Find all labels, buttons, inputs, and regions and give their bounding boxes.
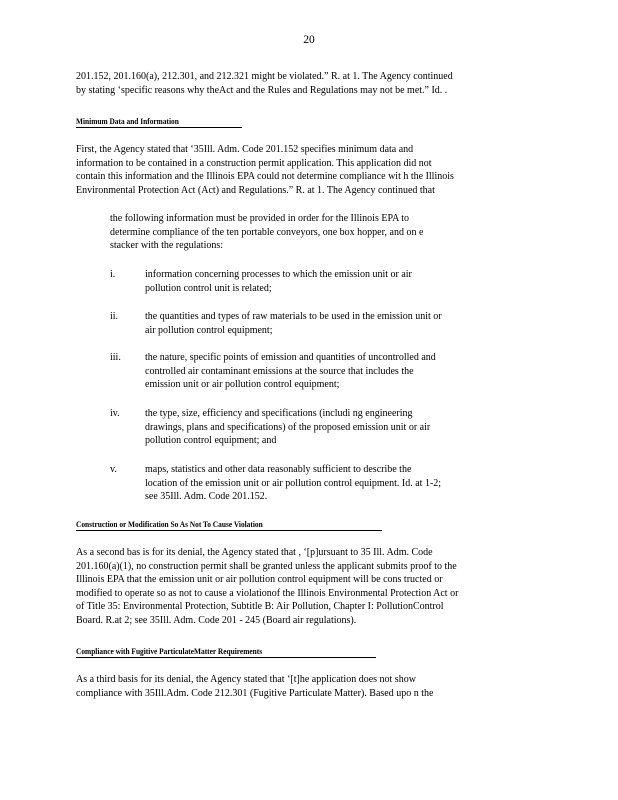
text-line: As a second bas is for its denial, the Agency stated that , ‘[p]ursuant to 35 Ill. Adm. Code (76, 547, 433, 558)
text-line: see 35Ill. Adm. Code 201.152. (145, 491, 268, 503)
page-number: 20 (303, 34, 315, 46)
text-line: Environmental Protection Act (Act) and Regulations.” R. at 1. The Agency continued that (76, 184, 435, 196)
text-line: pollution control unit is related; (145, 282, 272, 294)
heading-underline (76, 127, 242, 128)
heading-underline (76, 530, 382, 531)
section-heading-minimum-data: Minimum Data and Information (76, 116, 179, 126)
paragraph-5 (76, 673, 524, 700)
text-line: As a third basis for its denial, the Agency stated that ‘[t]he application does not show (76, 674, 416, 685)
text-line: stacker with the regulations: (110, 240, 224, 252)
text-line: emission unit or air pollution control equipment; (145, 379, 340, 391)
block-quote-intro (110, 212, 490, 253)
text-line: determine compliance of the ten portable conveyors, one box hopper, and on e (110, 226, 424, 238)
text-line: the quantities and types of raw materials to be used in the emission unit or (145, 311, 442, 322)
text-line: controlled air contaminant emissions at the source that includes the (145, 365, 414, 377)
text-line: of Title 35: Environmental Protection, Subtitle B: Air Pollution, Chapter I: PollutionControl (76, 601, 444, 613)
text-line: the following information must be provided in order for the Illinois EPA to (110, 213, 410, 224)
text-line: maps, statistics and other data reasonably sufficient to describe the (145, 464, 412, 475)
text-line: 201.160(a)(1), no construction permit shall be granted unless the applicant submits proof to the (76, 560, 457, 572)
text-line: Illinois EPA that the emission unit or air pollution control equipment will be cons tructed or (76, 574, 443, 586)
list-item-number: iv. (110, 408, 120, 419)
text-line: drawings, plans and specifications) of the proposed emission unit or air (145, 421, 431, 433)
paragraph-1 (76, 70, 524, 97)
text-line: compliance with 35Ill.Adm. Code 212.301 (Fugitive Particulate Matter). Based upo n the (76, 687, 434, 699)
text-line: the nature, specific points of emission and quantities of uncontrolled and (145, 352, 436, 363)
list-item-number: ii. (110, 311, 119, 322)
text-line: contain this information and the Illinois EPA could not determine compliance wit h the Illinois (76, 171, 454, 183)
paragraph-2 (76, 143, 524, 197)
text-line: modified to operate so as not to cause a violationof the Illinois Environmental Protection Act or (76, 587, 459, 599)
text-line: air pollution control equipment; (145, 324, 273, 336)
text-line: information concerning processes to which the emission unit or air (145, 269, 412, 280)
text-line: pollution control equipment; and (145, 435, 277, 447)
list-item-number: i. (110, 269, 116, 280)
paragraph-4 (76, 546, 528, 628)
text-line: Board. R.at 2; see 35Ill. Adm. Code 201 - 245 (Board air regulations). (76, 614, 357, 626)
section-heading-construction-modification: Construction or Modification So As Not To Cause Violation (76, 519, 263, 529)
text-line: the type, size, efficiency and specifications (includi ng engineering (145, 408, 413, 419)
list-item-number: iii. (110, 352, 121, 363)
text-line: 201.152, 201.160(a), 212.301, and 212.321 might be violated.” R. at 1. The Agency continued (76, 71, 453, 82)
text-line: First, the Agency stated that ‘35Ill. Adm. Code 201.152 specifies minimum data and (76, 144, 414, 155)
list-item-number: v. (110, 464, 117, 475)
section-heading-fugitive-particulate: Compliance with Fugitive ParticulateMatter Requirements (76, 646, 263, 656)
heading-underline (76, 657, 376, 658)
text-line: by stating ‘specific reasons why theAct and the Rules and Regulations may not be met.” Id. . (76, 84, 448, 96)
text-line: location of the emission unit or air pollution control equipment. Id. at 1-2; (145, 477, 442, 489)
text-line: information to be contained in a construction permit application. This application did not (76, 157, 432, 169)
